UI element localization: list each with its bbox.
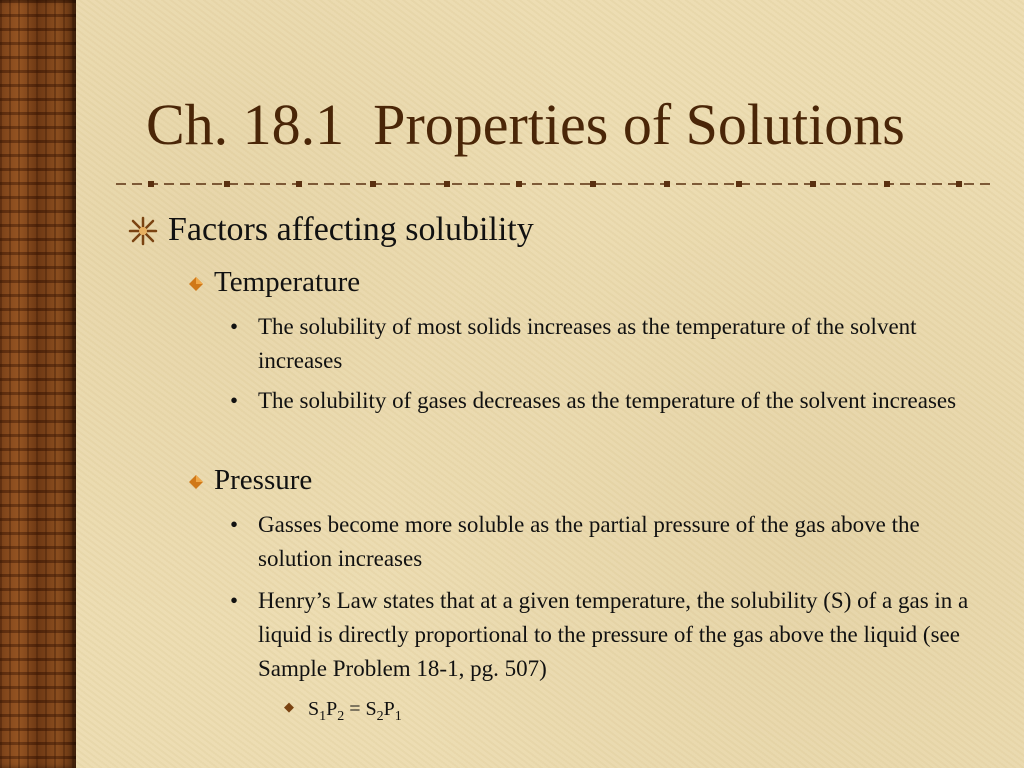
bullet-dot: •: [230, 388, 239, 413]
section-heading-temperature: Temperature: [214, 266, 361, 298]
bullet-dot: •: [230, 588, 239, 613]
henrys-law-equation: $S_1P_2 = S_2P_1$: [308, 698, 402, 724]
list-item: Henry’s Law states that at a given temperature, the solubility (S) of a gas in a liquid is directly proportional to the pressure of the gas above the liquid (see Sample Problem 18-1, pg. 507): [258, 588, 969, 681]
wood-border-strip: [0, 0, 76, 768]
list-item: The solubility of most solids increases as the temperature of the solvent increases: [258, 314, 917, 373]
diamond-bullet-icon: [188, 276, 204, 292]
list-item: Gasses become more soluble as the partial pressure of the gas above the solution increases: [258, 512, 920, 571]
title-divider: [116, 176, 992, 192]
small-diamond-bullet-icon: ◆: [284, 699, 294, 714]
bullet-dot: •: [230, 314, 239, 339]
list-item: The solubility of gases decreases as the temperature of the solvent increases: [258, 388, 957, 413]
slide-title: Ch. 18.1 Properties of Solutions: [146, 92, 905, 157]
diamond-bullet-icon: [188, 474, 204, 490]
bullet-dot: •: [230, 512, 239, 537]
starburst-bullet-icon: [128, 216, 158, 246]
section-heading-pressure: Pressure: [214, 464, 313, 496]
main-bullet-text: Factors affecting solubility: [168, 211, 534, 248]
